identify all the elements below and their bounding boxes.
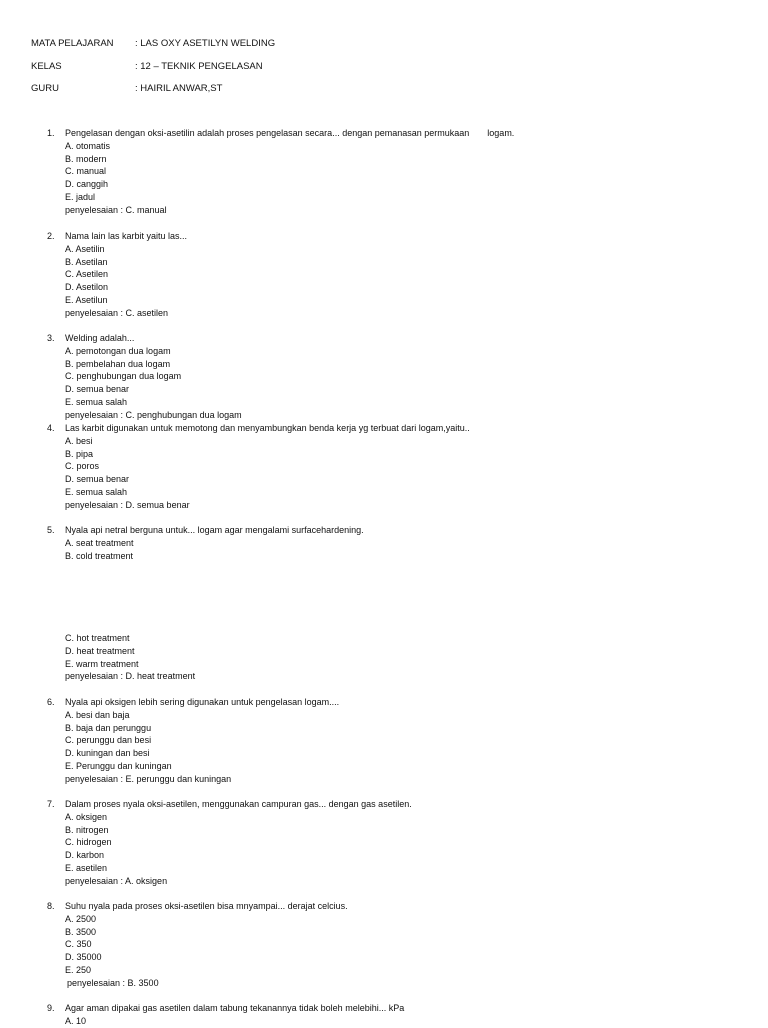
question-8 (47, 900, 747, 989)
option-list (47, 811, 747, 875)
solution: penyelesaian : C. penghubungan dua logam (65, 409, 242, 420)
option: D. heat treatment (65, 645, 135, 656)
header-row-class (31, 61, 275, 84)
option: C. 350 (65, 939, 92, 950)
question-number: 6. (47, 697, 55, 707)
option: D. semua benar (65, 474, 130, 484)
question-text: Nyala api oksigen lebih sering digunakan untuk pengelasan logam.... (65, 697, 340, 707)
question-text: Las karbit digunakan untuk memotong dan menyambungkan benda kerja yg terbuat dari logam,yaitu.. (65, 423, 470, 433)
option: E. semua salah (65, 396, 128, 407)
question-text: Nama lain las karbit yaitu las... (65, 231, 188, 241)
question-number: 9. (47, 1003, 55, 1013)
option: A. seat treatment (65, 537, 134, 548)
header-value: : 12 – TEKNIK PENGELASAN (135, 60, 263, 72)
question-6 (47, 696, 747, 785)
option-list (47, 243, 747, 307)
option: B. nitrogen (65, 824, 109, 835)
question-number: 7. (47, 799, 55, 809)
solution: penyelesaian : D. heat treatment (65, 671, 196, 682)
option: C. penghubungan dua logam (65, 371, 182, 382)
question-2 (47, 230, 747, 319)
option: C. perunggu dan besi (65, 735, 152, 746)
option: B. 3500 (65, 926, 97, 937)
option: C. manual (65, 166, 107, 177)
option: D. Asetilon (65, 282, 109, 292)
option: C. hidrogen (65, 837, 112, 848)
option: C. hot treatment (65, 633, 130, 643)
question-number: 1. (47, 128, 55, 138)
solution: penyelesaian : B. 3500 (67, 977, 159, 988)
header-value: : LAS OXY ASETILYN WELDING (135, 38, 276, 49)
document-header (31, 38, 275, 106)
option: A. oksigen (65, 811, 108, 822)
question-number: 3. (47, 333, 55, 343)
option: E. semua salah (65, 486, 128, 497)
option: A. besi (65, 435, 93, 446)
option: D. 35000 (65, 952, 102, 962)
question-text: Agar aman dipakai gas asetilen dalam tabung tekanannya tidak boleh melebihi... kPa (65, 1003, 405, 1013)
solution: penyelesaian : A. oksigen (65, 875, 168, 886)
solution: penyelesaian : D. semua benar (65, 499, 190, 510)
header-key: GURU (31, 83, 59, 94)
question-text: Dalam proses nyala oksi-asetilen, menggunakan campuran gas... dengan gas asetilen. (65, 799, 412, 809)
question-5 (47, 524, 747, 562)
option: D. canggih (65, 179, 109, 189)
option: E. 250 (65, 964, 92, 975)
option: B. cold treatment (65, 550, 134, 561)
option-list (47, 140, 747, 204)
question-text: Suhu nyala pada proses oksi-asetilen bisa mnyampai... derajat celcius. (65, 901, 348, 911)
question-number: 5. (47, 525, 55, 535)
solution: penyelesaian : C. asetilen (65, 307, 169, 318)
option-list (47, 1015, 747, 1028)
option-list (47, 435, 747, 499)
header-value: : HAIRIL ANWAR,ST (135, 83, 223, 94)
question-text: Welding adalah... (65, 333, 135, 343)
question-5-continued (47, 632, 747, 683)
question-text: Nyala api netral berguna untuk... logam agar mengalami surfacehardening. (65, 525, 364, 535)
option: C. Asetilen (65, 269, 109, 280)
question-text: Pengelasan dengan oksi-asetilin adalah proses pengelasan secara... dengan pemanasan permukaan logam. (65, 128, 515, 138)
header-row-teacher (31, 83, 275, 106)
option: B. modern (65, 153, 107, 164)
option: A. 2500 (65, 913, 97, 924)
option: D. karbon (65, 850, 105, 860)
option: B. pembelahan dua logam (65, 358, 171, 369)
option: D. semua benar (65, 384, 130, 394)
option: C. poros (65, 461, 100, 472)
question-1 (47, 127, 747, 216)
option: A. 10 (65, 1015, 87, 1026)
option-list (47, 345, 747, 409)
option: B. Asetilan (65, 256, 108, 267)
question-number: 4. (47, 423, 55, 433)
question-number: 8. (47, 901, 55, 911)
option: E. jadul (65, 191, 96, 202)
option: B. baja dan perunggu (65, 722, 152, 733)
option: B. pipa (65, 448, 94, 459)
question-3 (47, 332, 747, 421)
option: E. Perunggu dan kuningan (65, 760, 172, 771)
option: D. kuningan dan besi (65, 748, 150, 758)
option: A. besi dan baja (65, 709, 130, 720)
option: E. Asetilun (65, 294, 108, 305)
option: E. asetilen (65, 862, 108, 873)
question-number: 2. (47, 231, 55, 241)
option-list (47, 913, 747, 977)
option: A. otomatis (65, 140, 111, 151)
question-text-tail: logam. (487, 128, 515, 138)
header-key: KELAS (31, 60, 62, 72)
header-key: MATA PELAJARAN (31, 38, 114, 49)
question-7 (47, 798, 747, 887)
option-list (47, 537, 747, 563)
option: A. Asetilin (65, 243, 105, 254)
option-list (47, 632, 747, 670)
solution: penyelesaian : C. manual (65, 204, 167, 215)
option: E. warm treatment (65, 658, 139, 669)
solution: penyelesaian : E. perunggu dan kuningan (65, 773, 232, 784)
header-row-subject (31, 38, 275, 61)
option-list (47, 709, 747, 773)
question-4 (47, 422, 747, 511)
option: A. pemotongan dua logam (65, 345, 171, 356)
